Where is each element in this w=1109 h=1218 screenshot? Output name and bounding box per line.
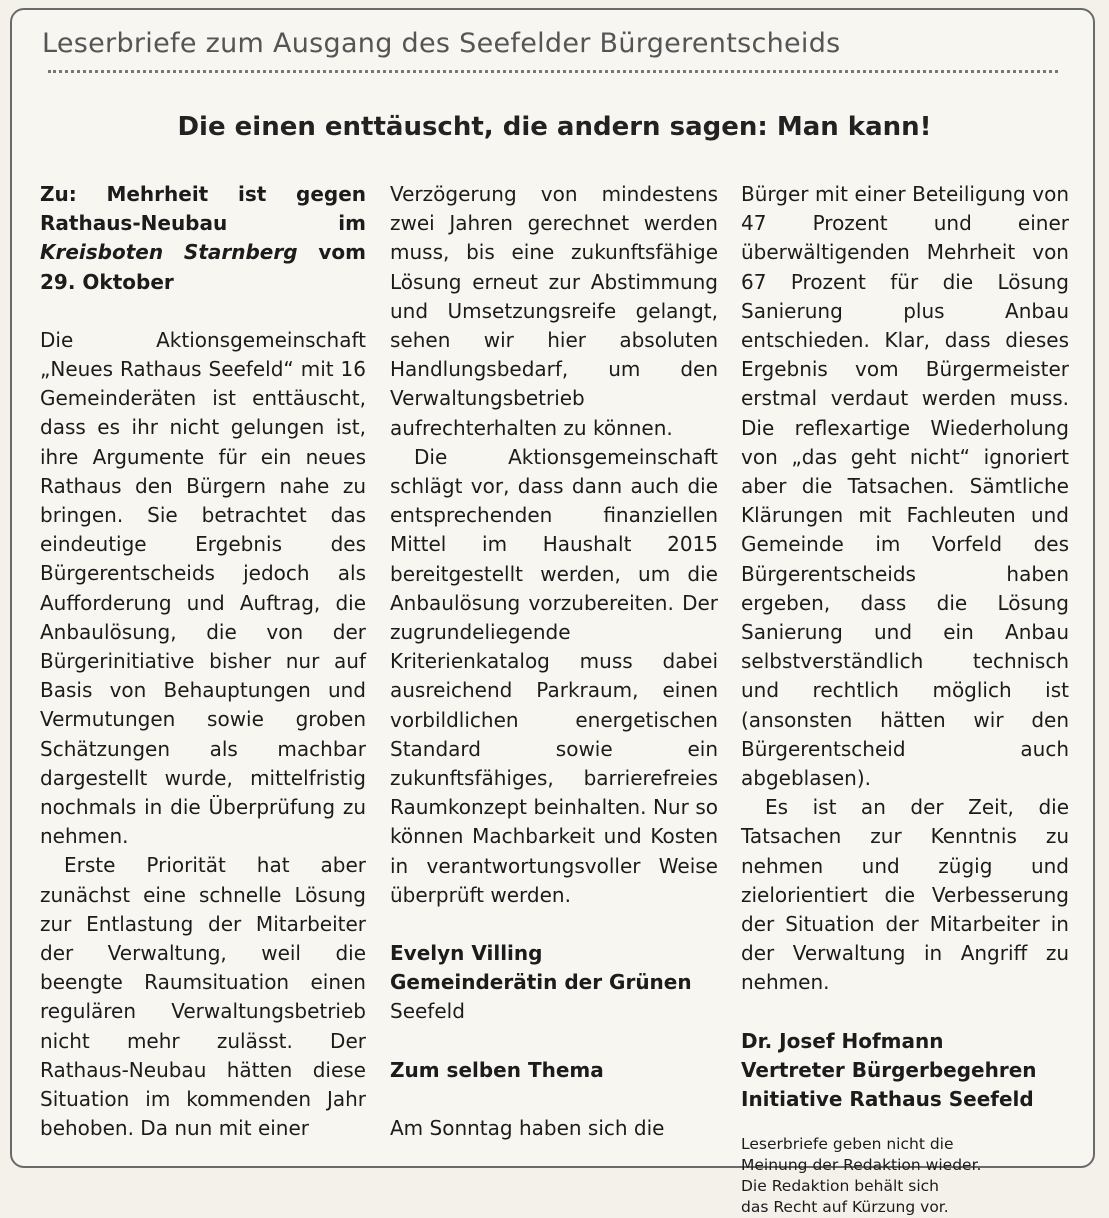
letter2-paragraph-1-continued: Bürger mit einer Beteiligung von 47 Prozent und einer überwältigenden Mehrheit von 67 Prozent für die Lösung Sanierung plus Anbau entschieden. Klar, dass dieses Ergebnis vom Bürgermeister erstmal verdaut werden muss. Die reflexartige Wiederholung von „das geht nicht“ ignoriert aber die Tatsachen. Sämtliche Klärungen mit Fachleuten und Gemeinde im Vorfeld des Bürgerentscheids haben ergeben, dass die Lösung Sanierung und ein Anbau selbstverständlich technisch und rechtlich möglich ist (ansonsten hätten wir den Bürgerentscheid auch abgeblasen). <box>741 182 1069 791</box>
letter2-organization: Initiative Rathaus Seefeld <box>741 1087 1034 1112</box>
column-1 <box>40 180 366 1144</box>
section-rubric: Leserbriefe zum Ausgang des Seefelder Bürgerentscheids <box>42 28 841 59</box>
reference-publication: Kreisboten Starnberg <box>40 240 298 265</box>
letter1-paragraph-2 <box>40 851 366 1143</box>
letter1-paragraph-2-text: Erste Priorität hat aber zunächst eine schnelle Lösung zur Entlastung der Mitarbeiter der Verwaltung, weil die beengte Raumsituation einen regulären Verwaltungsbetrieb nicht mehr zulässt. Der Rathaus-Neubau hätten diese Situation im kommenden Jahr behoben. Da nun mit einer <box>40 853 366 1141</box>
letter1-author: Evelyn Villing <box>390 941 543 966</box>
disclaimer-line-2: Meinung der Redaktion wieder. <box>741 1156 982 1175</box>
column-3 <box>741 180 1069 1218</box>
letter1-paragraph-1-text: Die Aktionsgemeinschaft „Neues Rathaus Seefeld“ mit 16 Gemeinderäten ist enttäuscht, dass es ihr nicht gelungen ist, ihre Argumente für ein neues Rathaus den Bürgern nahe zu bringen. Sie betrachtet das eindeutige Ergebnis des Bürgerentscheids jedoch als Aufforderung und Auftrag, die Anbaulösung, die von der Bürgerinitiative bisher nur auf Basis von Behauptungen und Vermutungen sowie groben Schätzungen als machbar dargestellt wurde, mittelfristig nochmals in die Überprüfung zu nehmen. <box>40 327 366 849</box>
editorial-disclaimer <box>741 1134 1069 1218</box>
reference-suffix: vom 29. Oktober <box>40 240 366 294</box>
reference-line <box>40 180 366 297</box>
letter2-paragraph-2 <box>741 793 1069 997</box>
letter1-role: Gemeinderätin der Grünen <box>390 970 692 995</box>
letter1-paragraph-3 <box>390 443 718 910</box>
letter2-paragraph-2-text: Es ist an der Zeit, die Tatsachen zur Kenntnis zu nehmen und zügig und zielorientiert die Verbesserung der Situation der Mitarbeiter in der Verwaltung in Angriff zu nehmen. <box>741 795 1069 995</box>
disclaimer-line-1: Leserbriefe geben nicht die <box>741 1135 954 1154</box>
column-2 <box>390 180 718 1143</box>
letter2-paragraph-1 <box>390 1114 718 1143</box>
article-headline: Die einen enttäuscht, die andern sagen: Man kann! <box>177 112 932 142</box>
letter1-paragraph-1 <box>40 326 366 852</box>
disclaimer-line-4: das Recht auf Kürzung vor. <box>741 1198 949 1217</box>
dotted-divider <box>48 70 1058 73</box>
letter1-paragraph-2-continued: Verzögerung von mindestens zwei Jahren gerechnet werden muss, bis eine zukunftsfähige Lösung erneut zur Abstimmung und Umsetzungsreife gelangt, sehen wir hier absoluten Handlungsbedarf, um den Verwaltungsbetrieb aufrechterhalten zu können. <box>390 182 718 440</box>
letter2-role: Vertreter Bürgerbegehren <box>741 1057 1037 1082</box>
letter2-paragraph-1-text: Am Sonntag haben sich die <box>390 1115 665 1140</box>
reference-prefix: Zu: Mehrheit ist gegen Rathaus-Neubau im <box>40 182 366 236</box>
letter1-paragraph-3-text: Die Aktionsgemeinschaft schlägt vor, dass dann auch die entsprechenden finanziellen Mittel im Haushalt 2015 bereitgestellt werden, um die Anbaulösung vorzubereiten. Der zugrundeliegende Kriterienkatalog muss dabei ausreichend Parkraum, einen vorbildlichen energetischen Standard sowie ein zukunftsfähiges, barrierefreies Raumkonzept beinhalten. Nur so können Machbarkeit und Kosten in verantwortungsvoller Weise überprüft werden. <box>390 444 718 907</box>
letter2-heading: Zum selben Thema <box>390 1057 604 1082</box>
disclaimer-line-3: Die Redaktion behält sich <box>741 1177 939 1196</box>
letter1-place: Seefeld <box>390 999 465 1024</box>
letter2-author: Dr. Josef Hofmann <box>741 1028 944 1053</box>
